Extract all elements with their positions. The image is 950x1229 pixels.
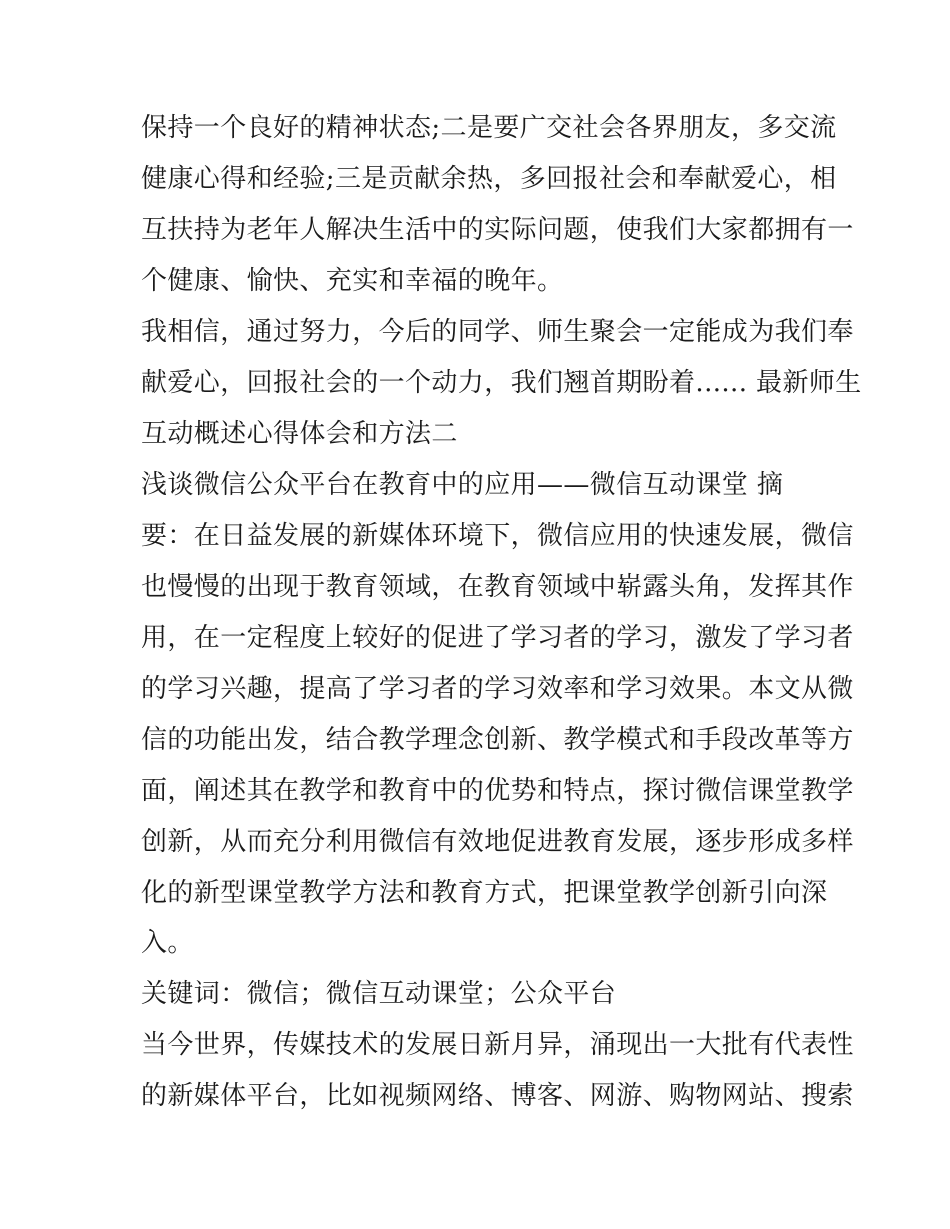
abstract-line: 要：在日益发展的新媒体环境下，微信应用的快速发展，微信 xyxy=(141,521,854,551)
abstract-line: 创新，从而充分利用微信有效地促进教育发展，逐步形成多样 xyxy=(141,827,854,857)
text-line: 献爱心，回报社会的一个动力，我们翘首期盼着...... 最新师生 xyxy=(141,368,862,398)
text-line: 保持一个良好的精神状态;二是要广交社会各界朋友，多交流 xyxy=(141,113,837,143)
section-heading: 互动概述心得体会和方法二 xyxy=(141,419,458,449)
abstract-line: 的学习兴趣，提高了学习者的学习效率和学习效果。本文从微 xyxy=(141,674,854,704)
keywords-line: 关键词：微信；微信互动课堂；公众平台 xyxy=(141,979,617,1009)
text-line: 互扶持为老年人解决生活中的实际问题，使我们大家都拥有一 xyxy=(141,215,854,245)
abstract-line: 化的新型课堂教学方法和教育方式，把课堂教学创新引向深 xyxy=(141,878,828,908)
article-title: 浅谈微信公众平台在教育中的应用——微信互动课堂 摘 xyxy=(141,470,784,500)
text-line: 我相信，通过努力，今后的同学、师生聚会一定能成为我们奉 xyxy=(141,317,854,347)
abstract-line: 用，在一定程度上较好的促进了学习者的学习，激发了学习者 xyxy=(141,623,854,653)
abstract-line: 也慢慢的出现于教育领域，在教育领域中崭露头角，发挥其作 xyxy=(141,572,854,602)
abstract-line: 入。 xyxy=(141,928,194,958)
abstract-line: 信的功能出发，结合教学理念创新、教学模式和手段改革等方 xyxy=(141,725,854,755)
text-line: 健康心得和经验;三是贡献余热，多回报社会和奉献爱心，相 xyxy=(141,164,837,194)
text-line: 的新媒体平台，比如视频网络、博客、网游、购物网站、搜索 xyxy=(141,1081,854,1111)
text-line: 当今世界，传媒技术的发展日新月异，涌现出一大批有代表性 xyxy=(141,1030,854,1060)
text-line: 个健康、愉快、充实和幸福的晚年。 xyxy=(141,266,564,296)
abstract-line: 面，阐述其在教学和教育中的优势和特点，探讨微信课堂教学 xyxy=(141,776,854,806)
